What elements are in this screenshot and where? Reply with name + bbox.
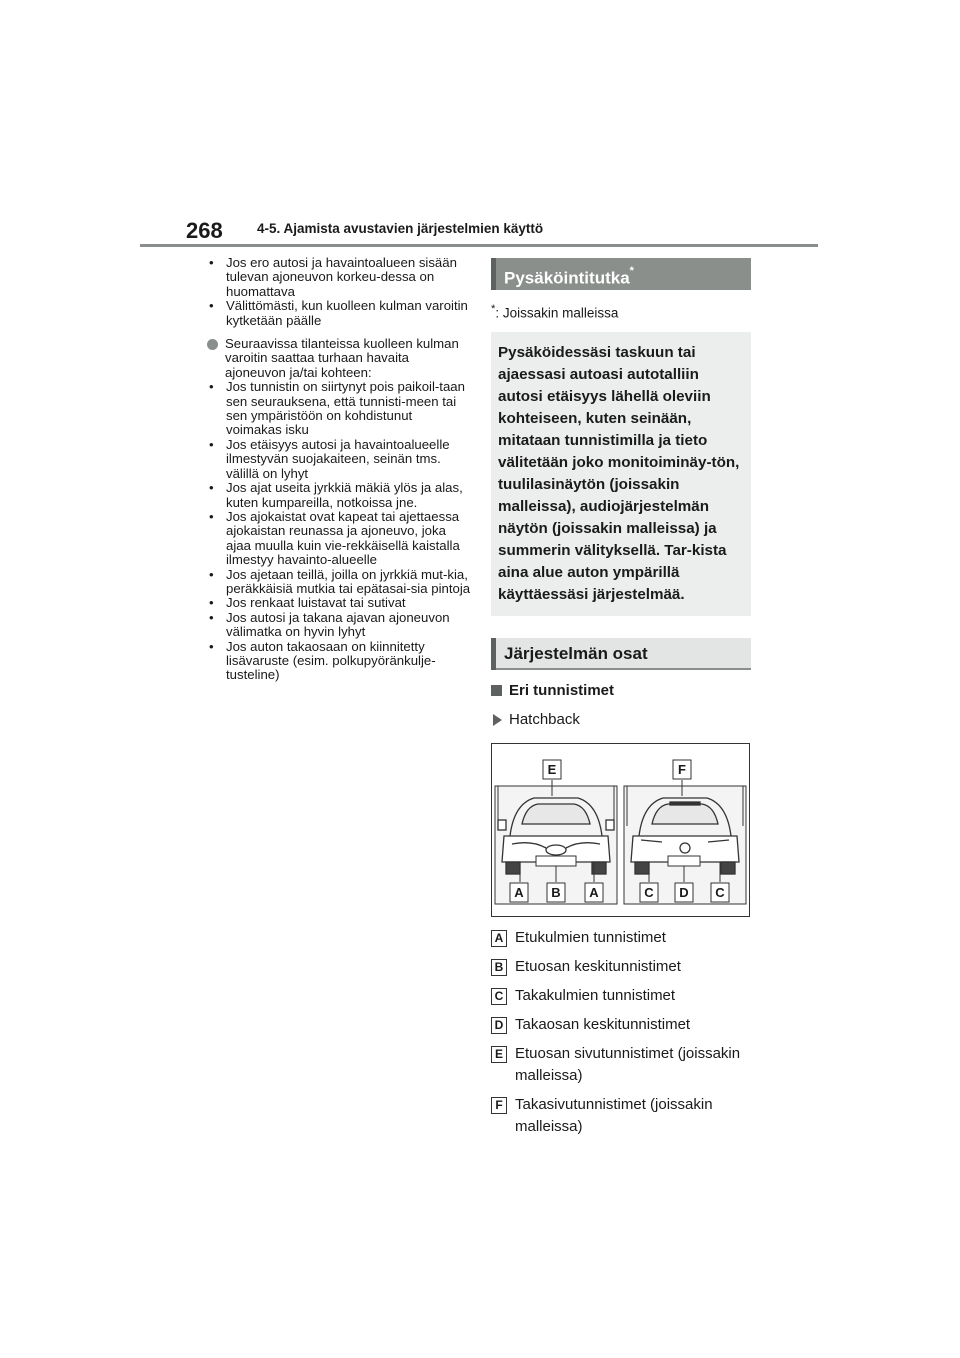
list-item: • Välittömästi, kun kuolleen kulman varoitin kytketään päälle	[209, 299, 471, 328]
label-e: E	[547, 761, 557, 777]
legend-item	[491, 956, 751, 978]
legend-item	[491, 1094, 751, 1138]
label-b: B	[551, 884, 561, 900]
circle-bullet-icon	[207, 339, 218, 350]
section-heading-text: Pysäköintitutka	[504, 268, 630, 288]
legend-key: B	[491, 959, 507, 976]
list-item: • Jos etäisyys autosi ja havaintoalueelle ilmestyvän suojakaiteen, seinän tms. välillä on lyhyt	[209, 438, 471, 481]
list-item: • Jos renkaat luistavat tai sutivat	[209, 596, 471, 610]
legend-text: Takakulmien tunnistimet	[515, 986, 676, 1004]
page-number: 268	[186, 218, 223, 243]
list-item: • Jos autosi ja takana ajavan ajoneuvon välimatka on hyvin lyhyt	[209, 611, 471, 640]
label-f: F	[678, 761, 686, 777]
list-item: • Jos auton takaosaan on kiinnitetty lisävaruste (esim. polkupyöränkulje-tusteline)	[209, 640, 471, 683]
label-a-right: A	[589, 884, 599, 900]
variant-text: Hatchback	[509, 710, 580, 728]
legend-item	[491, 927, 751, 949]
section-heading-system-parts	[491, 638, 751, 670]
legend-text: Takaosan keskitunnistimet	[515, 1015, 691, 1033]
list-item: • Jos tunnistin on siirtynyt pois paikoil-taan sen seurauksena, että tunnisti-meen tai sen ympäristöön on kohdistunut voimakas isku	[209, 380, 471, 438]
label-c-left: C	[644, 884, 654, 900]
legend-key: D	[491, 1017, 507, 1034]
bullet-list-b	[209, 380, 471, 683]
square-bullet-icon	[491, 685, 502, 696]
label-c-right: C	[715, 884, 725, 900]
header-rule	[140, 244, 818, 247]
legend-key: C	[491, 988, 507, 1005]
sensor-diagram	[491, 743, 750, 917]
intro-box: Pysäköidessäsi taskuun tai ajaessasi autoasi autotalliin autosi etäisyys lähellä oleviin kohteiseen, kuten seinään, mitataan tunnistimilla ja tieto välitetään joko monitoiminäy-tön, tuulilasinäytön (joissakin malleissa), audiojärjestelmän näytön (joissakin malleissa) ja summerin välityksellä. Tar-kista aina alue auton ympärillä käyttäessäsi järjestelmää.	[491, 332, 751, 616]
footnote-mark: *	[491, 303, 496, 315]
label-a-left: A	[514, 884, 524, 900]
legend-key: F	[491, 1097, 507, 1114]
legend-item	[491, 1043, 751, 1087]
sensor-diagram-svg	[492, 744, 749, 916]
section-title: 4-5. Ajamista avustavien järjestelmien käyttö	[257, 221, 544, 236]
legend-text: Etukulmien tunnistimet	[515, 928, 666, 946]
legend-text: Etuosan sivutunnistimet (joissakin malleissa)	[515, 1044, 741, 1084]
list-item: • Jos ajokaistat ovat kapeat tai ajettaessa ajokaistan reunassa ja ajoneuvo, joka ajaa muulla kuin vie-rekkäisellä kaistalla ilmestyy havainto-alueelle	[209, 510, 471, 568]
footnote-text: : Joissakin malleissa	[495, 305, 619, 321]
legend	[491, 927, 751, 1138]
legend-item	[491, 985, 751, 1007]
legend-key: E	[491, 1046, 507, 1063]
footnote	[491, 303, 751, 321]
section-heading-parking-radar	[491, 258, 751, 290]
list-item: • Jos ajetaan teillä, joilla on jyrkkiä mut-kia, peräkkäisiä mutkia tai epätasai-sia pintoja	[209, 568, 471, 597]
legend-item	[491, 1014, 751, 1036]
legend-text: Takasivutunnistimet (joissakin malleissa)	[515, 1095, 713, 1135]
section-heading-text: Järjestelmän osat	[504, 643, 648, 663]
variant-heading	[491, 711, 751, 728]
legend-text: Etuosan keskitunnistimet	[515, 957, 681, 975]
triangle-bullet-icon	[493, 714, 502, 726]
circle-paragraph-text: Seuraavissa tilanteissa kuolleen kulman varoitin saattaa turhaan havaita ajoneuvon ja/tai kohteen:	[225, 336, 459, 380]
right-column	[491, 258, 751, 1145]
sub-heading	[491, 682, 751, 699]
circle-paragraph	[209, 337, 471, 380]
sub-heading-text: Eri tunnistimet	[509, 681, 615, 699]
legend-key: A	[491, 930, 507, 947]
label-d: D	[679, 884, 689, 900]
list-item: • Jos ajat useita jyrkkiä mäkiä ylös ja alas, kuten kumpareilla, notkoissa jne.	[209, 481, 471, 510]
asterisk-mark: *	[629, 265, 634, 277]
left-column	[209, 256, 471, 683]
bullet-list-a	[209, 256, 471, 328]
list-item: • Jos ero autosi ja havaintoalueen sisään tulevan ajoneuvon korkeu-dessa on huomattava	[209, 256, 471, 299]
